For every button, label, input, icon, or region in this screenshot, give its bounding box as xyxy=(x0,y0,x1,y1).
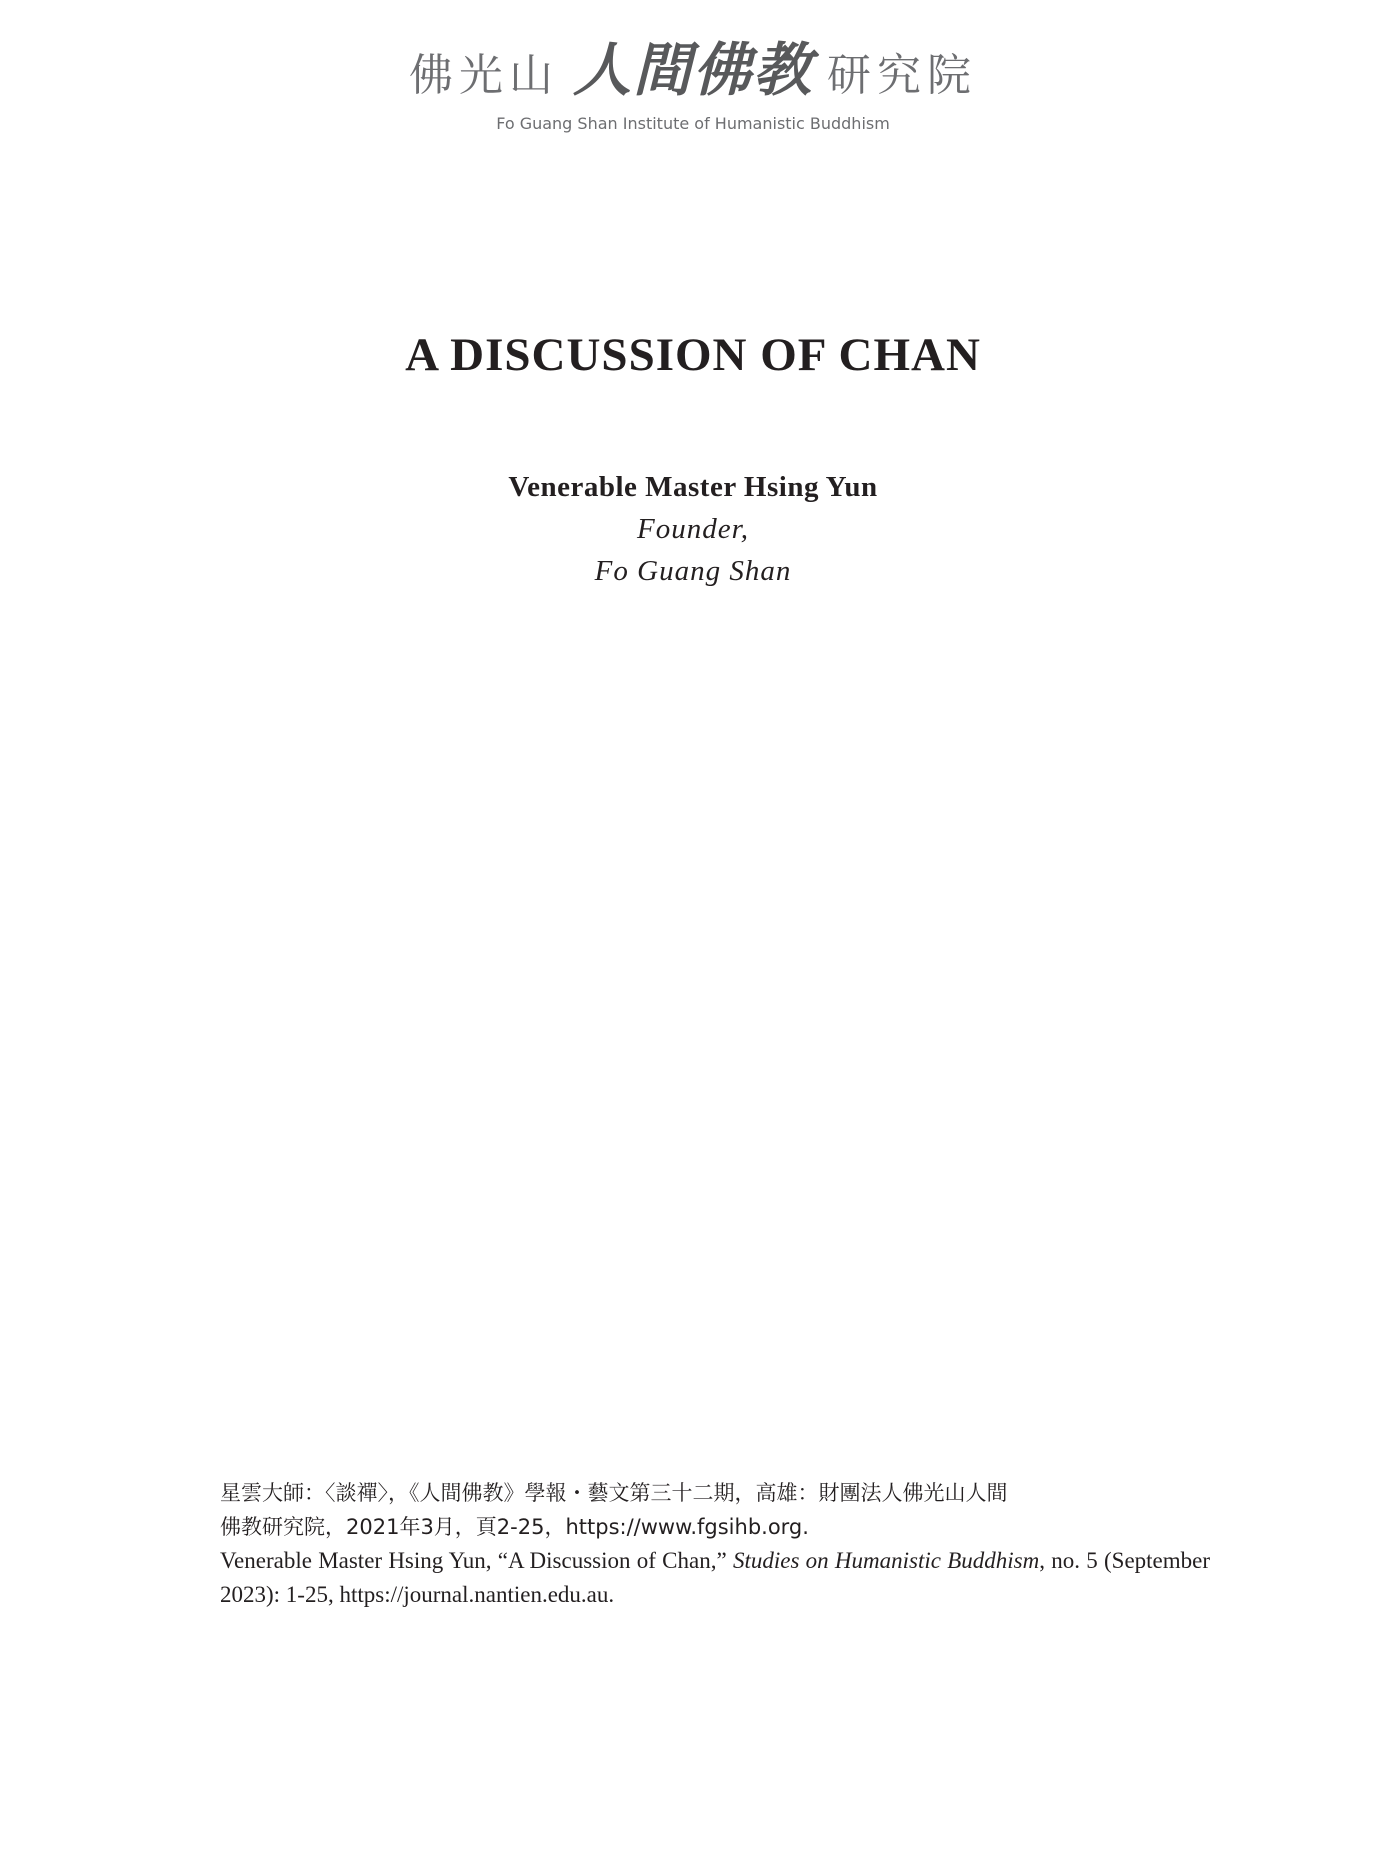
citation-english-suffix: , no. 5 (September 2023): 1-25, https://journal.nantien.edu.au. xyxy=(220,1548,1211,1607)
citation-block xyxy=(220,1476,1210,1612)
logo-calligraphy: 人間佛教 xyxy=(572,36,813,104)
author-block xyxy=(0,466,1386,592)
institute-name-english: Fo Guang Shan Institute of Humanistic Buddhism xyxy=(496,114,890,133)
citation-journal-title: Studies on Humanistic Buddhism xyxy=(732,1548,1040,1573)
citation-chinese-line-2: 佛教研究院，2021年3月，頁2-25，https://www.fgsihb.org. xyxy=(220,1515,809,1539)
citation-english xyxy=(220,1544,1210,1612)
author-organization: Fo Guang Shan xyxy=(594,555,792,587)
page-header xyxy=(0,36,1386,133)
author-name: Venerable Master Hsing Yun xyxy=(508,471,878,503)
author-role: Founder, xyxy=(637,513,749,545)
logo-text-left: 佛光山 xyxy=(408,50,559,101)
citation-english-prefix: Venerable Master Hsing Yun, “A Discussion of Chan,” xyxy=(220,1548,733,1573)
citation-chinese-line-1: 星雲大師：〈談禪〉，《人間佛教》學報・藝文第三十二期，高雄：財團法人佛光山人間 xyxy=(220,1481,1008,1505)
article-title: A DISCUSSION OF CHAN xyxy=(405,329,981,381)
logo-text-right: 研究院 xyxy=(827,50,977,101)
institute-logo xyxy=(0,36,1386,106)
